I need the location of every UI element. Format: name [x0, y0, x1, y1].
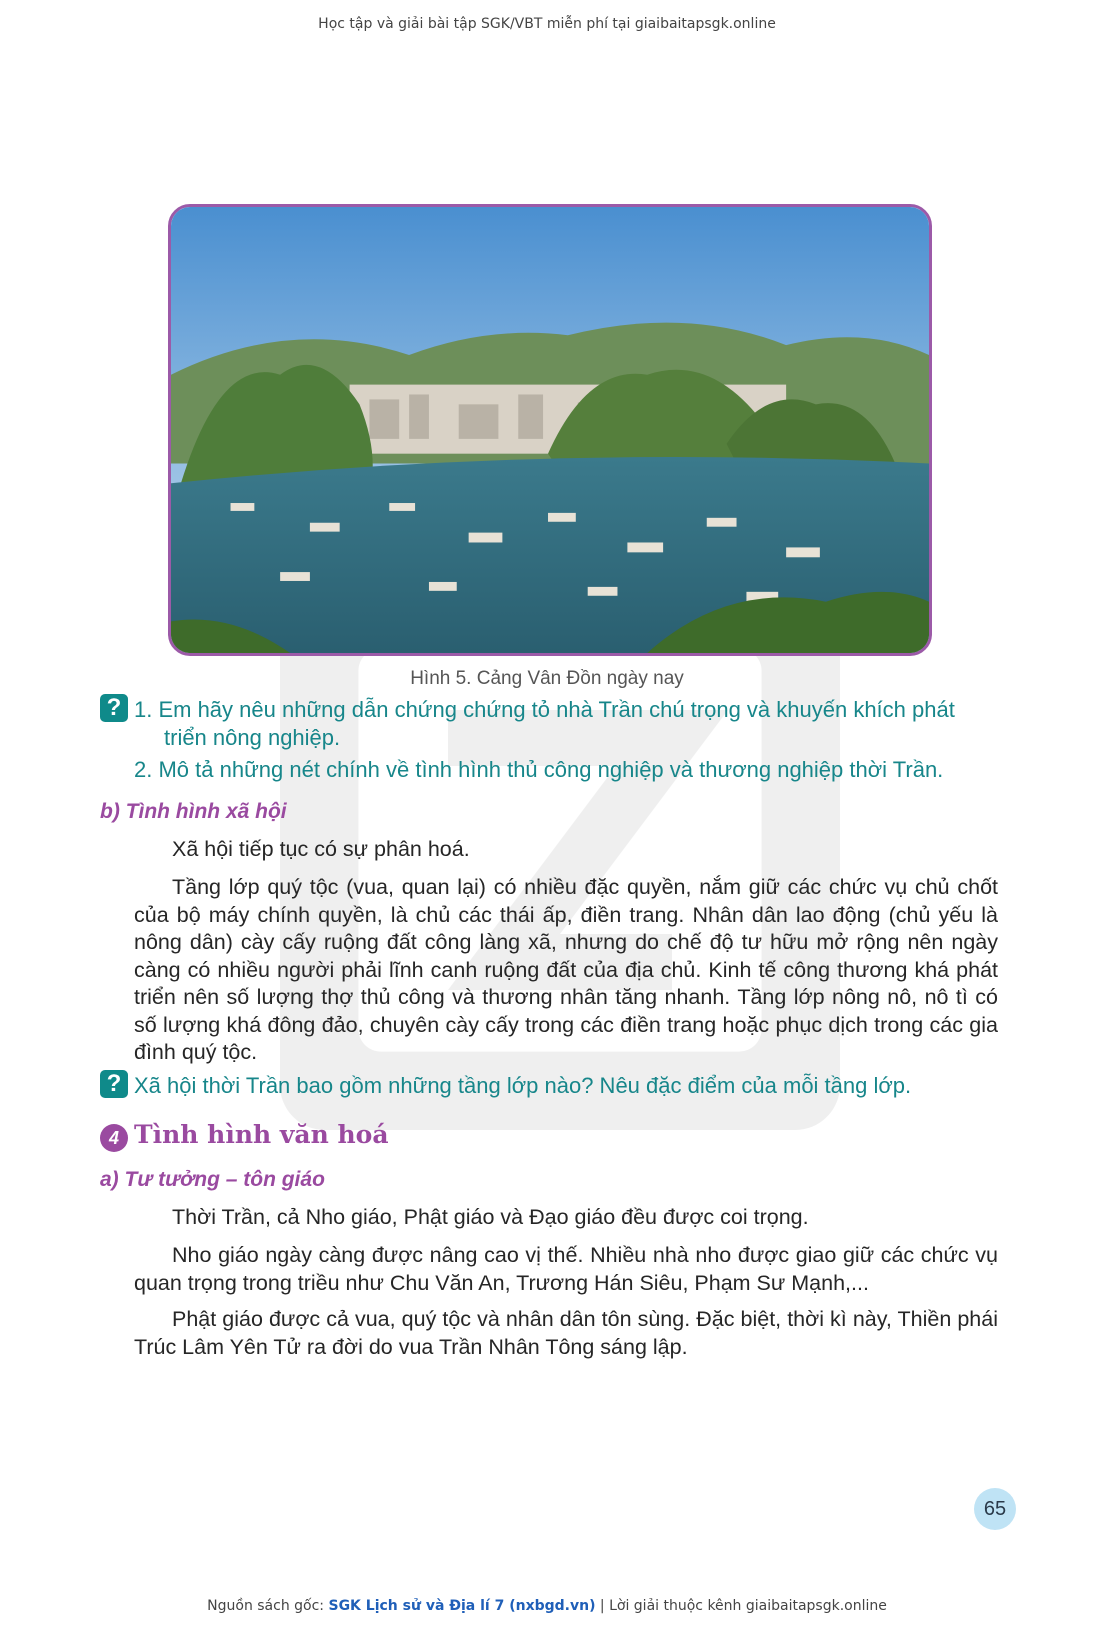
question-icon: ?: [100, 694, 128, 722]
section-a-paragraph-2: Nho giáo ngày càng được nâng cao vị thế. Nhiều nhà nho được giao giữ các chức vụ quan trọng trong triều như Chu Văn An, Trương Hán Siêu, Phạm Sư Mạnh,...: [134, 1243, 998, 1295]
question-1-line-2: triển nông nghiệp.: [164, 725, 341, 750]
footer-note: [0, 1598, 1094, 1614]
question-icon: ?: [100, 1070, 128, 1098]
section-4-title: Tình hình văn hoá: [134, 1120, 389, 1149]
footer-source-link[interactable]: SGK Lịch sử và Địa lí 7 (nxbgd.vn): [328, 1598, 596, 1614]
footer-suffix: | Lời giải thuộc kênh giaibaitapsgk.online: [599, 1598, 887, 1614]
section-a-title: a) Tư tưởng – tôn giáo: [100, 1168, 325, 1191]
question-3-line: Xã hội thời Trần bao gồm những tầng lớp nào? Nêu đặc điểm của mỗi tầng lớp.: [134, 1073, 912, 1098]
section-a-paragraph-1: Thời Trần, cả Nho giáo, Phật giáo và Đạo giáo đều được coi trọng.: [172, 1205, 809, 1229]
section-4-number-badge: 4: [100, 1124, 128, 1152]
header-note: Học tập và giải bài tập SGK/VBT miễn phí tại giaibaitapsgk.online: [318, 16, 776, 32]
footer-prefix: Nguồn sách gốc:: [207, 1598, 325, 1614]
figure-caption: Hình 5. Cảng Vân Đồn ngày nay: [410, 668, 684, 689]
section-b-paragraph-2: Tầng lớp quý tộc (vua, quan lại) có nhiều đặc quyền, nắm giữ các chức vụ chủ chốt của bộ máy chính quyền, là chủ các thái ấp, điền trang. Nhân dân lao động (chủ yếu là nông dân) cày cấy ruộng đất công làng xã, nhưng do chế độ tư hữu mở rộng nên ngày càng có nhiều người phải lĩnh canh ruộng đất của địa chủ. Kinh tế công thương khá phát triển nên số lượng thợ thủ công và thương nhân tăng nhanh. Tầng lớp nông nô, nô tì có số lượng khá đông đảo, chuyên cày cấy trong các điền trang hoặc phục dịch trong các gia đình quý tộc.: [134, 875, 998, 1064]
section-a-paragraph-3: Phật giáo được cả vua, quý tộc và nhân dân tôn sùng. Đặc biệt, thời kì này, Thiền phái Trúc Lâm Yên Tử ra đời do vua Trần Nhân Tông sáng lập.: [134, 1307, 998, 1359]
section-b-paragraph-1: Xã hội tiếp tục có sự phân hoá.: [172, 837, 470, 861]
question-2-line: 2. Mô tả những nét chính về tình hình thủ công nghiệp và thương nghiệp thời Trần.: [134, 757, 944, 782]
harbor-photo: [168, 204, 932, 656]
page-number-badge: 65: [974, 1488, 1016, 1530]
question-1-line-1: 1. Em hãy nêu những dẫn chứng chứng tỏ nhà Trần chú trọng và khuyến khích phát: [134, 697, 955, 722]
section-b-title: b) Tình hình xã hội: [100, 800, 287, 823]
